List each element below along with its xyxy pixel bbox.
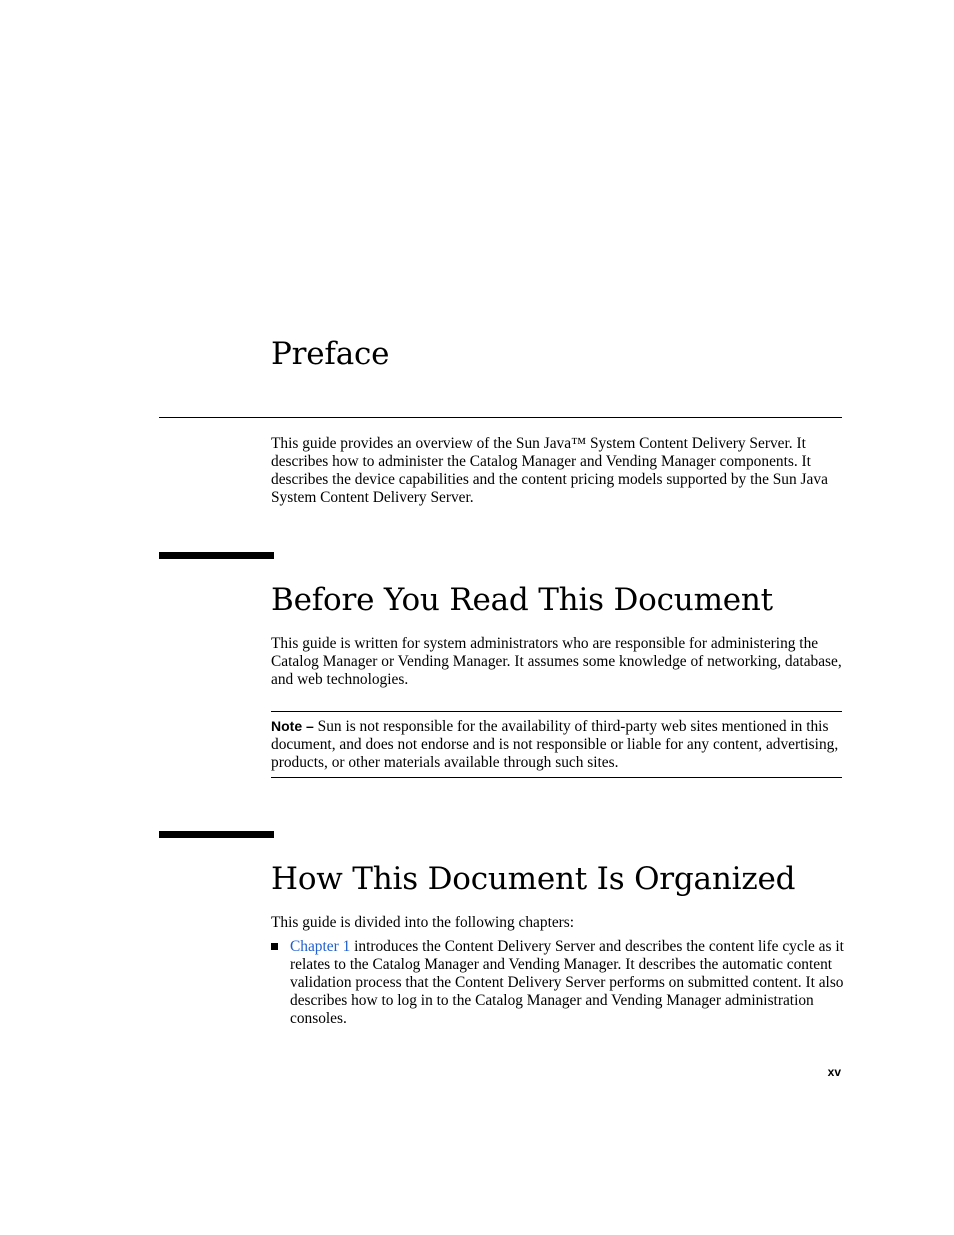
preface-intro: This guide provides an overview of the Sun Java™ System Content Delivery Server. It describes how to administer the Catalog Manager and Vending Manager components. It describes the device capabilities and the content pricing models supported by the Sun Java System Content Delivery Server.: [271, 435, 828, 506]
page-number: xv: [827, 1065, 841, 1079]
chapter-list: [271, 938, 846, 1028]
section-bar-organization: [159, 831, 274, 838]
before-you-read-body: This guide is written for system administrators who are responsible for administering the Catalog Manager or Vending Manager. It assumes some knowledge of networking, database, and web technologies.: [271, 635, 842, 688]
note-label: Note –: [271, 718, 314, 734]
chapter-1-description: introduces the Content Delivery Server and describes the content life cycle as it relates to the Catalog Manager and Vending Manager. It describes the automatic content validation process that the Content Delivery Server performs on submitted content. It also describes how to log in to the Catalog Manager and Vending Manager administration consoles.: [290, 938, 844, 1027]
bullet-square-icon: [271, 943, 278, 950]
list-item: [271, 938, 846, 1028]
note-bottom-rule: [271, 777, 842, 778]
preface-rule: [159, 417, 842, 418]
section-bar-before-you-read: [159, 552, 274, 559]
note-block: [271, 717, 846, 772]
preface-title: Preface: [271, 336, 390, 372]
chapter-1-link[interactable]: Chapter 1: [290, 938, 351, 955]
note-text: Sun is not responsible for the availability of third-party web sites mentioned in this document, and does not endorse and is not responsible or liable for any content, advertising, products, or other materials available through such sites.: [271, 718, 839, 771]
organization-lead: This guide is divided into the following chapters:: [271, 914, 575, 931]
note-top-rule: [271, 711, 842, 712]
before-you-read-title: Before You Read This Document: [271, 582, 773, 618]
organization-title: How This Document Is Organized: [271, 861, 796, 897]
